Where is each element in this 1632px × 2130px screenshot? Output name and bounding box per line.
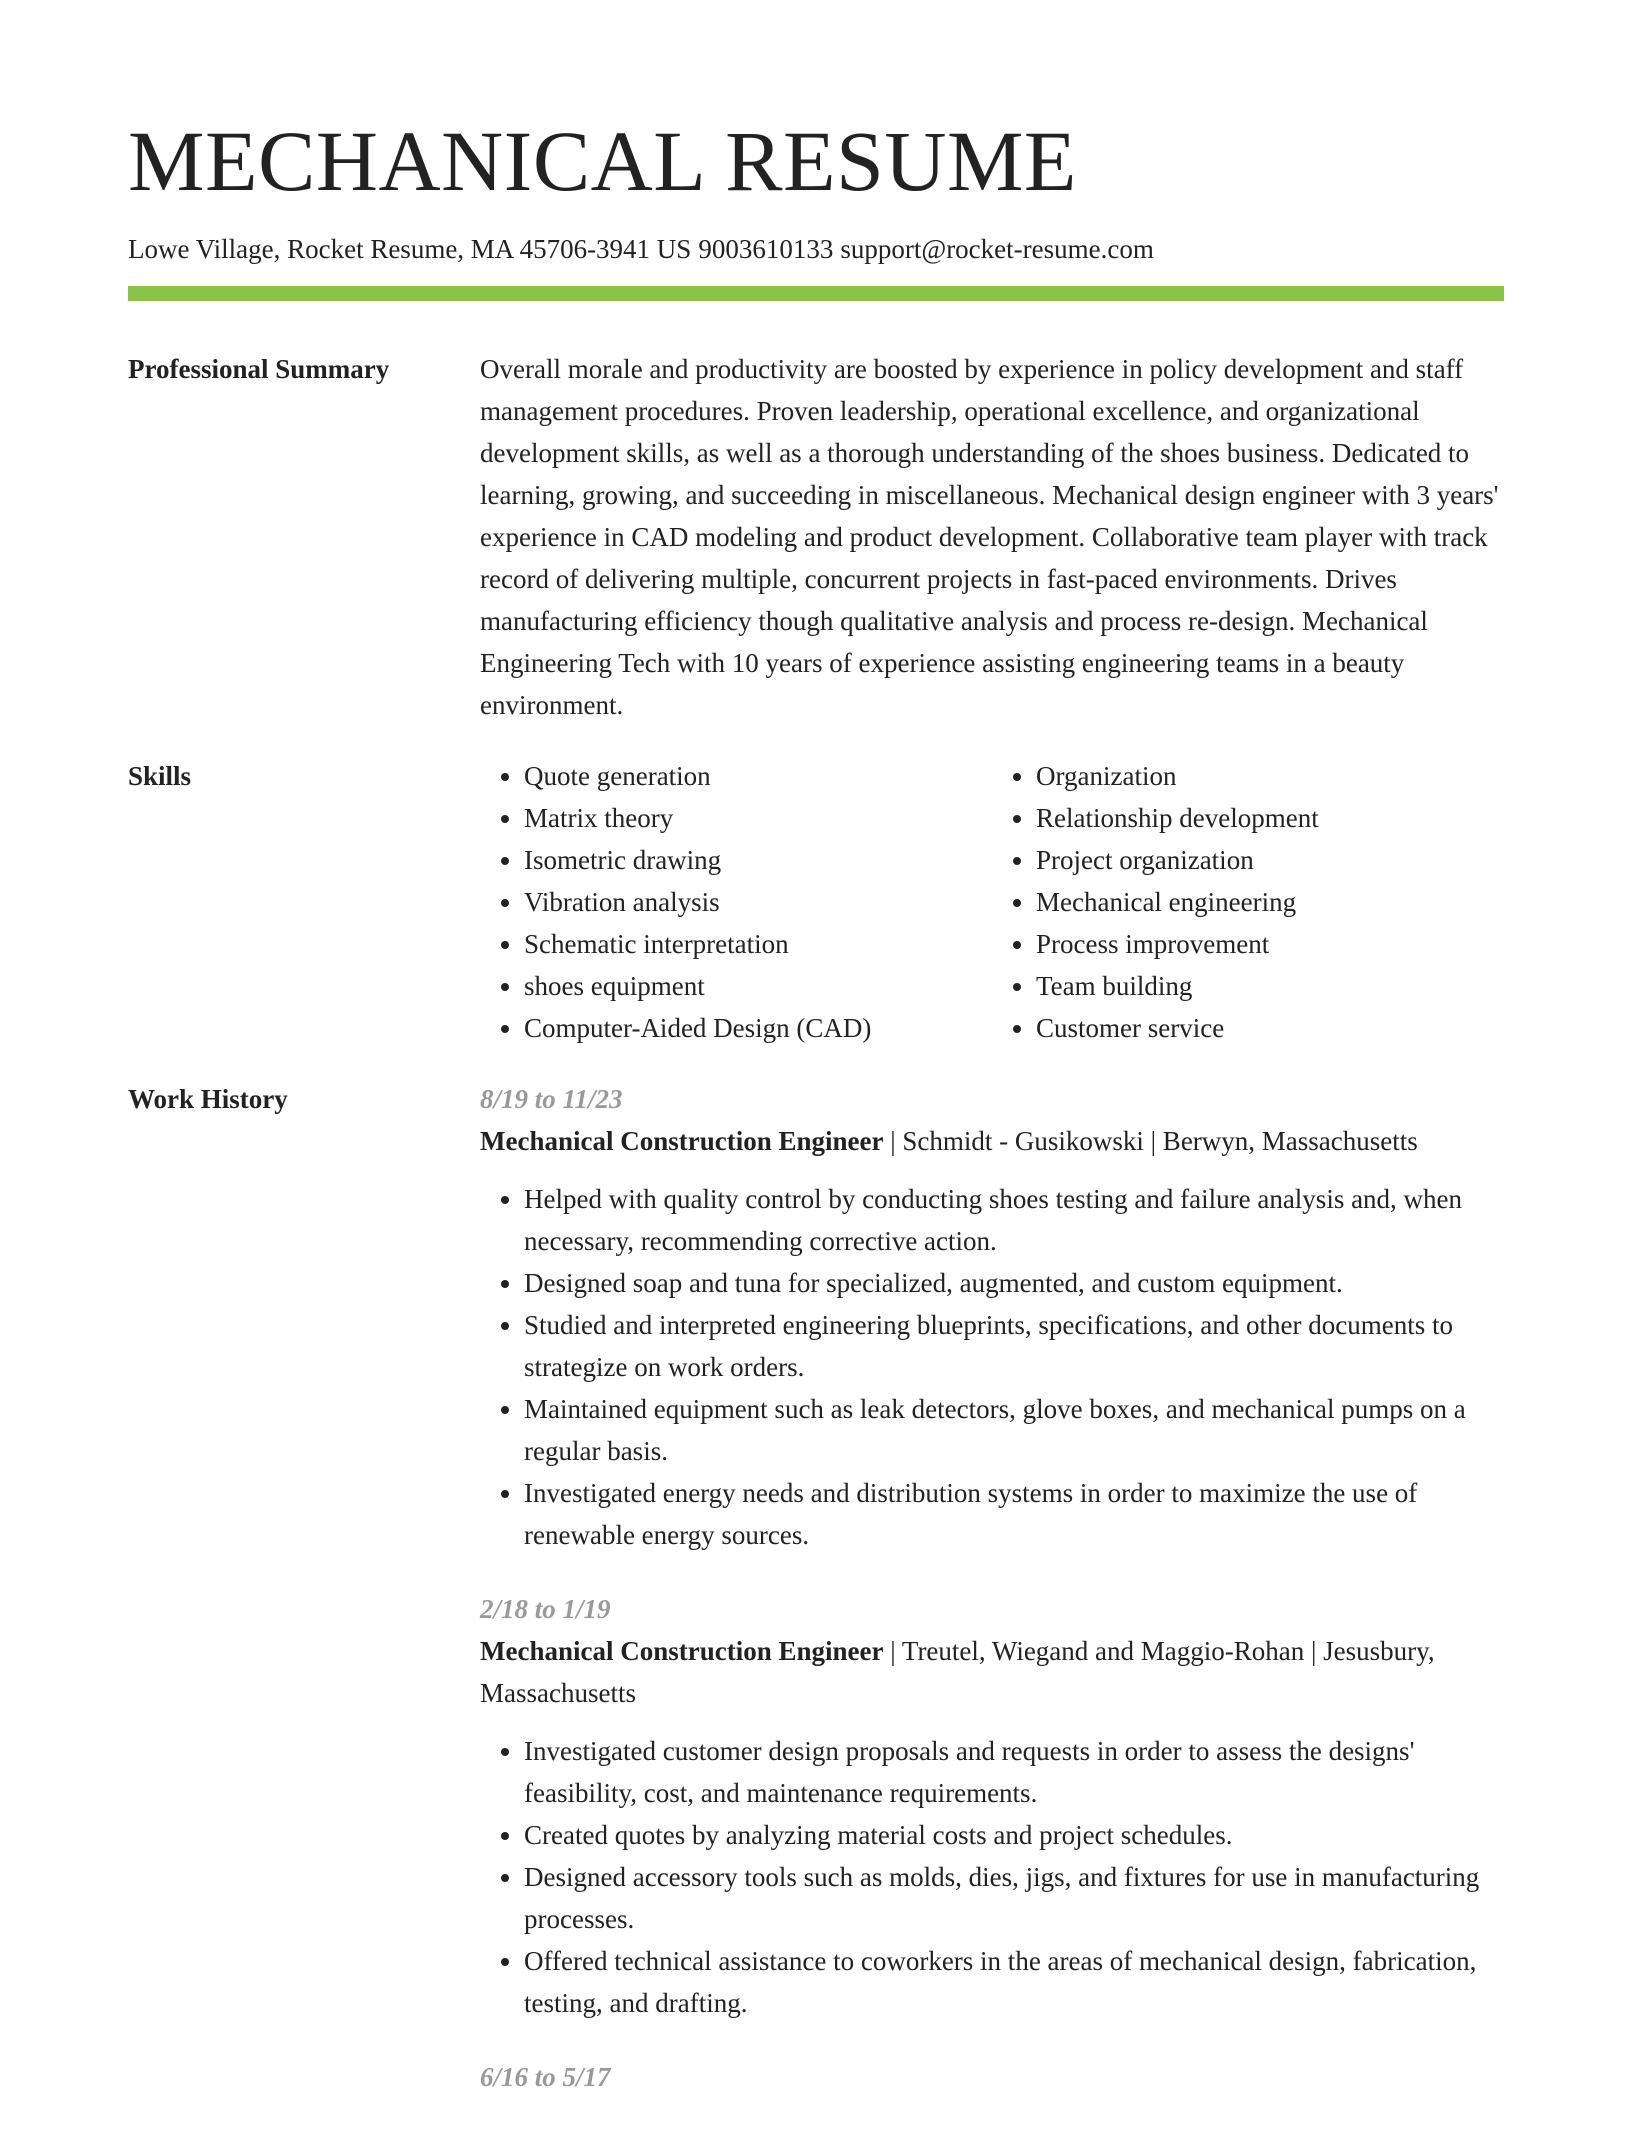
job-employer-location: | Schmidt - Gusikowski | Berwyn, Massachusetts (883, 1126, 1418, 1156)
skill-item: • Relationship development (1036, 797, 1504, 839)
skill-item: • Computer-Aided Design (CAD) (524, 1007, 992, 1049)
job-dates: 8/19 to 11/23 (480, 1084, 623, 1114)
job-dates: 6/16 to 5/17 (480, 2062, 611, 2092)
job-title: Mechanical Construction Engineer (480, 1636, 884, 1666)
skill-item: • Mechanical engineering (1036, 881, 1504, 923)
skill-item: • Matrix theory (524, 797, 992, 839)
skill-item: • Team building (1036, 965, 1504, 1007)
resume-name: MECHANICAL RESUME (128, 113, 1077, 209)
skill-item: • Quote generation (524, 755, 992, 797)
summary-text: Overall morale and productivity are boosted by experience in policy development and staff management procedures. Proven leadership, operational excellence, and organizational development skills, as well as a thorough understanding of the shoes business. Dedicated to learning, growing, and succeeding in miscellaneous. Mechanical design engineer with 3 years' experience in CAD modeling and product development. Collaborative team player with track record of delivering multiple, concurrent projects in fast-paced environments. Drives manufacturing efficiency though qualitative analysis and process re-design. Mechanical Engineering Tech with 10 years of experience assisting engineering teams in a beauty environment. (480, 354, 1499, 720)
skills-list-right (992, 755, 1504, 1049)
job-bullets (480, 1178, 1504, 1556)
job-bullet: • Investigated customer design proposals and requests in order to assess the designs' feasibility, cost, and maintenance requirements. (524, 1730, 1504, 1814)
job-bullet: • Maintained equipment such as leak detectors, glove boxes, and mechanical pumps on a regular basis. (524, 1388, 1504, 1472)
skill-item: • Isometric drawing (524, 839, 992, 881)
skills-list-left (480, 755, 992, 1049)
job-bullet: • Studied and interpreted engineering blueprints, specifications, and other documents to strategize on work orders. (524, 1304, 1504, 1388)
skill-item: • Process improvement (1036, 923, 1504, 965)
skill-item: • Customer service (1036, 1007, 1504, 1049)
job-header (480, 1630, 1504, 1714)
job-bullet: • Offered technical assistance to coworkers in the areas of mechanical design, fabrication, testing, and drafting. (524, 1940, 1504, 2024)
job-entry (480, 1078, 1504, 1556)
work-history-heading: Work History (128, 1084, 288, 1114)
job-header (480, 1120, 1504, 1162)
job-bullets (480, 1730, 1504, 2024)
skills-body (480, 755, 1504, 1049)
job-bullet: • Designed accessory tools such as molds, dies, jigs, and fixtures for use in manufacturing processes. (524, 1856, 1504, 1940)
skills-grid (480, 755, 1504, 1049)
contact-email: support@rocket-resume.com (840, 234, 1154, 264)
summary-body (480, 348, 1504, 726)
header-divider (128, 286, 1504, 301)
job-bullet: • Helped with quality control by conducting shoes testing and failure analysis and, when necessary, recommending corrective action. (524, 1178, 1504, 1262)
job-employer-location: | Treutel, Wiegand and Maggio-Rohan | Jesusbury, Massachusetts (480, 1636, 1435, 1708)
job-entry (480, 1588, 1504, 2024)
contact-address: Lowe Village, Rocket Resume, MA 45706-3941 US (128, 234, 692, 264)
contact-phone: 9003610133 (698, 234, 834, 264)
job-bullet: • Created quotes by analyzing material costs and project schedules. (524, 1814, 1504, 1856)
job-title: Mechanical Construction Engineer (480, 1126, 884, 1156)
skill-item: • Schematic interpretation (524, 923, 992, 965)
job-entry (480, 2056, 1504, 2098)
job-bullet: • Designed soap and tuna for specialized, augmented, and custom equipment. (524, 1262, 1504, 1304)
summary-heading: Professional Summary (128, 354, 390, 384)
skill-item: • Vibration analysis (524, 881, 992, 923)
work-history-body (480, 1078, 1504, 2130)
skills-heading: Skills (128, 761, 192, 791)
job-dates: 2/18 to 1/19 (480, 1594, 611, 1624)
contact-line (128, 232, 1154, 266)
skill-item: • Organization (1036, 755, 1504, 797)
skill-item: • shoes equipment (524, 965, 992, 1007)
skill-item: • Project organization (1036, 839, 1504, 881)
job-bullet: • Investigated energy needs and distribution systems in order to maximize the use of renewable energy sources. (524, 1472, 1504, 1556)
